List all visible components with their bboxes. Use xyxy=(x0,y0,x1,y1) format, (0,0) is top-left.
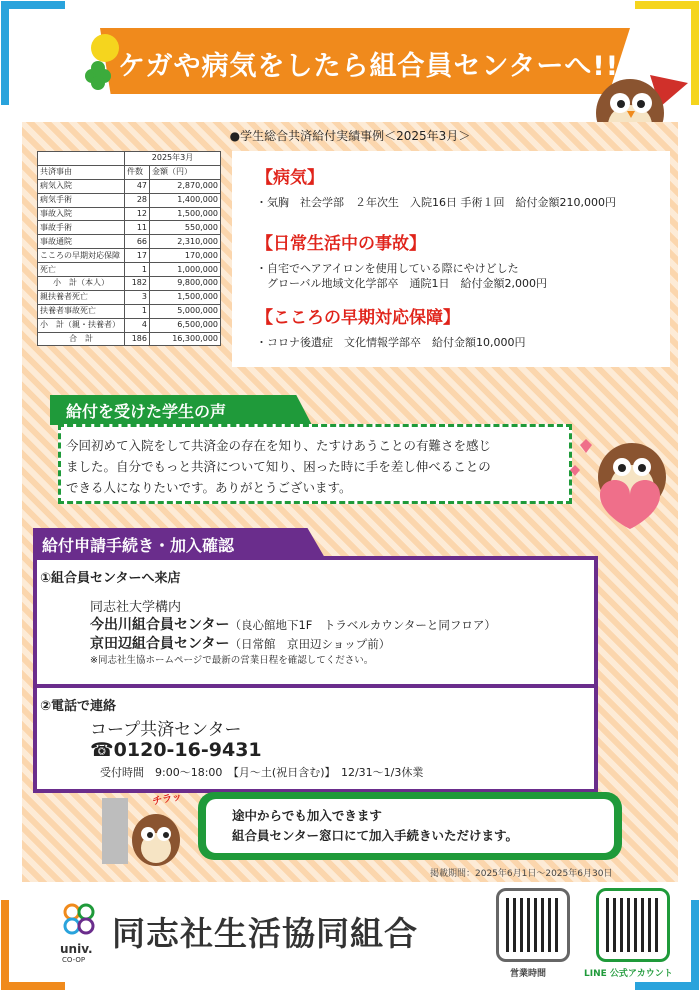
row-label: 小 計（親・扶養者） xyxy=(38,318,125,332)
row-count: 186 xyxy=(125,332,150,346)
row-amount: 1,400,000 xyxy=(150,193,221,207)
row-count: 3 xyxy=(125,290,150,304)
row-count: 1 xyxy=(125,304,150,318)
row-label: 小 計（本人） xyxy=(38,277,125,291)
table-cell xyxy=(38,152,125,166)
table-row xyxy=(38,221,221,235)
example-text-mental: ・コロナ後遺症 文化情報学部卒 給付金額10,000円 xyxy=(256,336,526,349)
page-title: ケガや病気をしたら組合員センターへ!! xyxy=(118,51,620,82)
table-period-label: 2025年3月 xyxy=(125,152,221,166)
posting-period: 掲載期間：2025年6月1日～2025年6月30日 xyxy=(430,869,613,879)
example-text-illness: ・気胸 社会学部 ２年次生 入院16日 手術１回 給付金額210,000円 xyxy=(256,196,616,209)
row-label: こころの早期対応保障 xyxy=(38,249,125,263)
center2 xyxy=(90,633,390,653)
qr-label-hours: 営業時間 xyxy=(510,969,547,979)
reception-hours: 受付時間 9:00～18:00 【月～土(祝日含む)】 12/31～1/3休業 xyxy=(100,766,424,779)
row-label: 病気入院 xyxy=(38,179,125,193)
step1-heading: ①組合員センターへ来店 xyxy=(40,571,181,586)
center1 xyxy=(90,614,496,634)
row-label: 事故入院 xyxy=(38,207,125,221)
row-label: 合 計 xyxy=(38,332,125,346)
qr-code-hours xyxy=(506,898,560,952)
table-row xyxy=(38,290,221,304)
table-header-row xyxy=(38,165,221,179)
owl-heart-mascot-icon xyxy=(560,425,678,533)
row-count: 182 xyxy=(125,277,150,291)
voice-text xyxy=(66,435,566,498)
table-row xyxy=(38,193,221,207)
table-row xyxy=(38,304,221,318)
center2-location: （日常館 京田辺ショップ前） xyxy=(229,637,391,651)
examples-box xyxy=(232,151,670,367)
row-count: 1 xyxy=(125,263,150,277)
table-row xyxy=(38,179,221,193)
table-row xyxy=(38,263,221,277)
row-label: 事故通院 xyxy=(38,235,125,249)
table-row xyxy=(38,332,221,346)
coop-kyosai-center: コープ共済センター xyxy=(90,720,242,740)
corner-decoration-top-left xyxy=(0,0,70,110)
example-title-illness: 【病気】 xyxy=(256,168,324,188)
table-header-cell: 件数 xyxy=(125,165,150,179)
table-row xyxy=(38,277,221,291)
door-graphic xyxy=(102,798,128,864)
table-row xyxy=(38,235,221,249)
example-title-accident: 【日常生活中の事故】 xyxy=(256,234,426,254)
bubble-line1: 途中からでも加入できます xyxy=(232,808,382,823)
row-label: 病気手術 xyxy=(38,193,125,207)
row-amount: 170,000 xyxy=(150,249,221,263)
voice-line: できる人になりたいです。ありがとうございます。 xyxy=(66,480,352,495)
row-count: 12 xyxy=(125,207,150,221)
case-table xyxy=(37,151,221,346)
procedure-divider xyxy=(33,684,598,688)
row-amount: 16,300,000 xyxy=(150,332,221,346)
row-count: 4 xyxy=(125,318,150,332)
table-row xyxy=(38,318,221,332)
row-count: 66 xyxy=(125,235,150,249)
coop-name: 同志社生活協同組合 xyxy=(112,914,418,953)
campus-label: 同志社大学構内 xyxy=(90,600,182,615)
qr-label-line: LINE 公式アカウント xyxy=(584,969,673,979)
phone-number[interactable]: ☎0120-16-9431 xyxy=(90,739,262,761)
case-table-heading: ●学生総合共済給付実績事例＜2025年3月＞ xyxy=(229,129,471,143)
row-count: 28 xyxy=(125,193,150,207)
center2-name: 京田辺組合員センター xyxy=(90,636,230,652)
procedure-title: 給付申請手続き・加入確認 xyxy=(42,536,235,555)
row-count: 47 xyxy=(125,179,150,193)
logo-text: univ. xyxy=(60,942,93,956)
row-amount: 5,000,000 xyxy=(150,304,221,318)
row-amount: 9,800,000 xyxy=(150,277,221,291)
example-title-mental: 【こころの早期対応保障】 xyxy=(256,308,460,328)
row-amount: 550,000 xyxy=(150,221,221,235)
univ-coop-logo xyxy=(58,900,102,944)
qr-code-line xyxy=(606,898,660,952)
peek-sound-label: チラッ xyxy=(151,791,183,808)
row-amount: 2,870,000 xyxy=(150,179,221,193)
voice-title: 給付を受けた学生の声 xyxy=(66,402,227,421)
row-amount: 6,500,000 xyxy=(150,318,221,332)
row-amount: 1,500,000 xyxy=(150,290,221,304)
row-label: 扶養者事故死亡 xyxy=(38,304,125,318)
homepage-note: ※同志社生協ホームページで最新の営業日程を確認してください。 xyxy=(90,655,374,666)
row-label: 親扶養者死亡 xyxy=(38,290,125,304)
table-header-cell: 共済事由 xyxy=(38,165,125,179)
example-text-accident-2: グローバル地域文化学部卒 通院1日 給付金額2,000円 xyxy=(256,277,547,290)
step2-heading: ②電話で連絡 xyxy=(40,699,117,714)
row-count: 11 xyxy=(125,221,150,235)
row-label: 死亡 xyxy=(38,263,125,277)
logo-subtext: CO-OP xyxy=(62,956,86,964)
row-label: 事故手術 xyxy=(38,221,125,235)
table-period-row xyxy=(38,152,221,166)
row-amount: 2,310,000 xyxy=(150,235,221,249)
center1-location: （良心館地下1F トラベルカウンターと同フロア） xyxy=(229,618,496,632)
peeking-owl-icon xyxy=(126,806,196,866)
voice-line: 今回初めて入院をして共済金の存在を知り、たすけあうことの有難さを感じ xyxy=(66,438,492,453)
table-row xyxy=(38,249,221,263)
row-amount: 1,000,000 xyxy=(150,263,221,277)
qr-code-hours-frame[interactable] xyxy=(496,888,570,962)
table-header-cell: 金額（円） xyxy=(150,165,221,179)
center1-name: 今出川組合員センター xyxy=(90,617,230,633)
row-count: 17 xyxy=(125,249,150,263)
example-text-accident-1: ・自宅でヘアアイロンを使用している際にやけどした xyxy=(256,262,519,275)
qr-code-line-frame[interactable] xyxy=(596,888,670,962)
row-amount: 1,500,000 xyxy=(150,207,221,221)
bubble-line2: 組合員センター窓口にて加入手続きいただけます。 xyxy=(232,828,519,843)
voice-line: ました。自分でもっと共済について知り、困った時に手を差し伸べることの xyxy=(66,459,491,474)
table-row xyxy=(38,207,221,221)
